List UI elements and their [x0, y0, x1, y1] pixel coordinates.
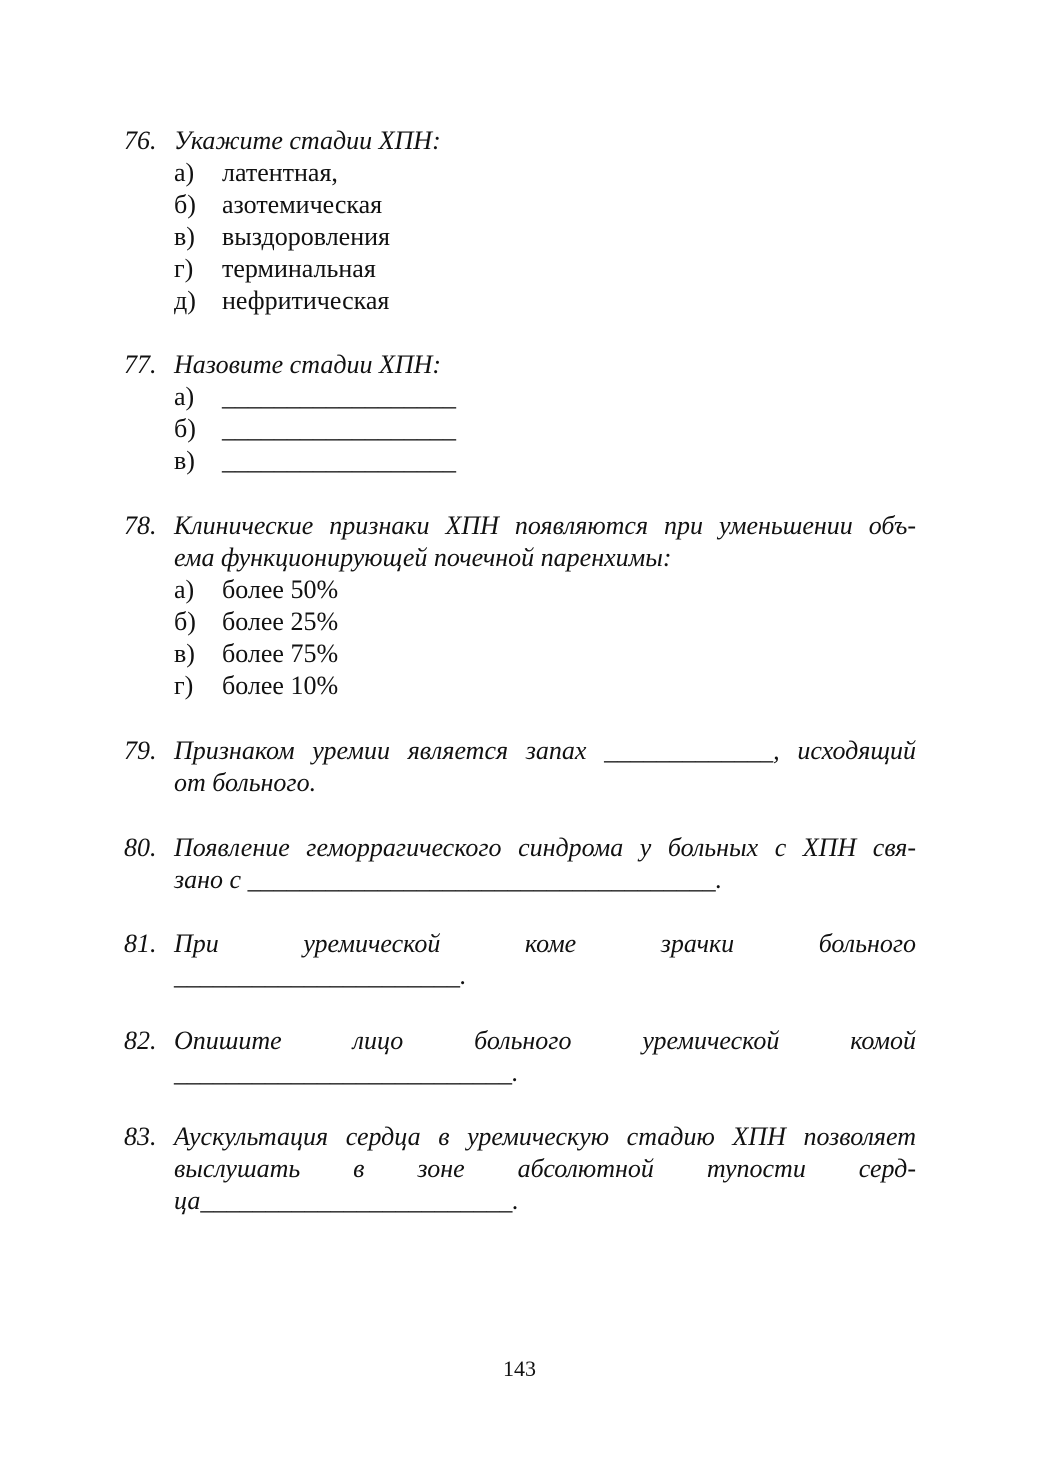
question-81 [124, 928, 916, 992]
question-text-line2: зано с ____________________________________. [174, 865, 723, 894]
option-letter: в) [174, 222, 195, 251]
question-78 [124, 510, 916, 702]
answer-blank-b [174, 413, 916, 445]
option-text: нефритическая [222, 286, 390, 315]
option-text: терминальная [222, 254, 376, 283]
question-80 [124, 832, 916, 896]
page-number: 143 [503, 1356, 536, 1381]
question-text-line2: выслушать в зоне абсолютной тупости серд- [174, 1154, 916, 1183]
option-a [174, 574, 916, 606]
answer-blank: __________________ [222, 414, 456, 443]
answer-blank-v [174, 445, 916, 477]
option-text: азотемическая [222, 190, 383, 219]
option-text: выздоровления [222, 222, 391, 251]
option-letter: г) [174, 254, 194, 283]
question-number: 83. [124, 1122, 157, 1151]
question-text-line1: Клинические признаки ХПН появляются при уменьшении объ- [174, 511, 916, 540]
question-text-line1: Опишите лицо больного уремической комой [174, 1026, 916, 1055]
question-text-line3: ца________________________. [174, 1186, 519, 1215]
question-83 [124, 1121, 916, 1217]
option-letter: б) [174, 190, 196, 219]
option-g [174, 670, 916, 702]
option-text: более 50% [222, 575, 339, 604]
question-text-line1: Признаком уремии является запах _____________, исходящий [174, 736, 916, 765]
question-text-line2: __________________________. [174, 1058, 519, 1087]
question-number: 76. [124, 126, 157, 155]
option-letter: а) [174, 382, 195, 411]
answer-blank: __________________ [222, 382, 456, 411]
option-letter: а) [174, 158, 195, 187]
question-text-line1: Появление геморрагического синдрома у больных с ХПН свя- [174, 833, 916, 862]
option-text: более 25% [222, 607, 339, 636]
option-b [174, 189, 916, 221]
option-b [174, 606, 916, 638]
question-number: 82. [124, 1026, 157, 1055]
question-82 [124, 1025, 916, 1089]
option-letter: в) [174, 446, 195, 475]
question-number: 79. [124, 736, 157, 765]
option-a [174, 157, 916, 189]
question-79 [124, 735, 916, 799]
option-letter: б) [174, 414, 196, 443]
option-d [174, 285, 916, 317]
question-text-line1: Аускультация сердца в уремическую стадию ХПН позволяет [174, 1122, 916, 1151]
question-76 [124, 125, 916, 317]
question-text-line2: ______________________. [174, 961, 467, 990]
question-77 [124, 349, 916, 477]
option-letter: д) [174, 286, 196, 315]
option-text: более 10% [222, 671, 339, 700]
option-letter: б) [174, 607, 196, 636]
question-text-line1: При уремической коме зрачки больного [174, 929, 916, 958]
option-letter: г) [174, 671, 194, 700]
option-text: латентная, [222, 158, 338, 187]
option-v [174, 221, 916, 253]
question-number: 78. [124, 511, 157, 540]
question-text-line2: от больного. [174, 768, 317, 797]
question-number: 77. [124, 350, 157, 379]
option-g [174, 253, 916, 285]
answer-blank-a [174, 381, 916, 413]
question-number: 81. [124, 929, 157, 958]
answer-blank: __________________ [222, 446, 456, 475]
option-letter: в) [174, 639, 195, 668]
question-text: Назовите стадии ХПН: [174, 350, 442, 379]
option-v [174, 638, 916, 670]
question-number: 80. [124, 833, 157, 862]
question-text: Укажите стадии ХПН: [174, 126, 441, 155]
question-text-line2: ема функционирующей почечной паренхимы: [174, 543, 672, 572]
option-letter: а) [174, 575, 195, 604]
option-text: более 75% [222, 639, 339, 668]
